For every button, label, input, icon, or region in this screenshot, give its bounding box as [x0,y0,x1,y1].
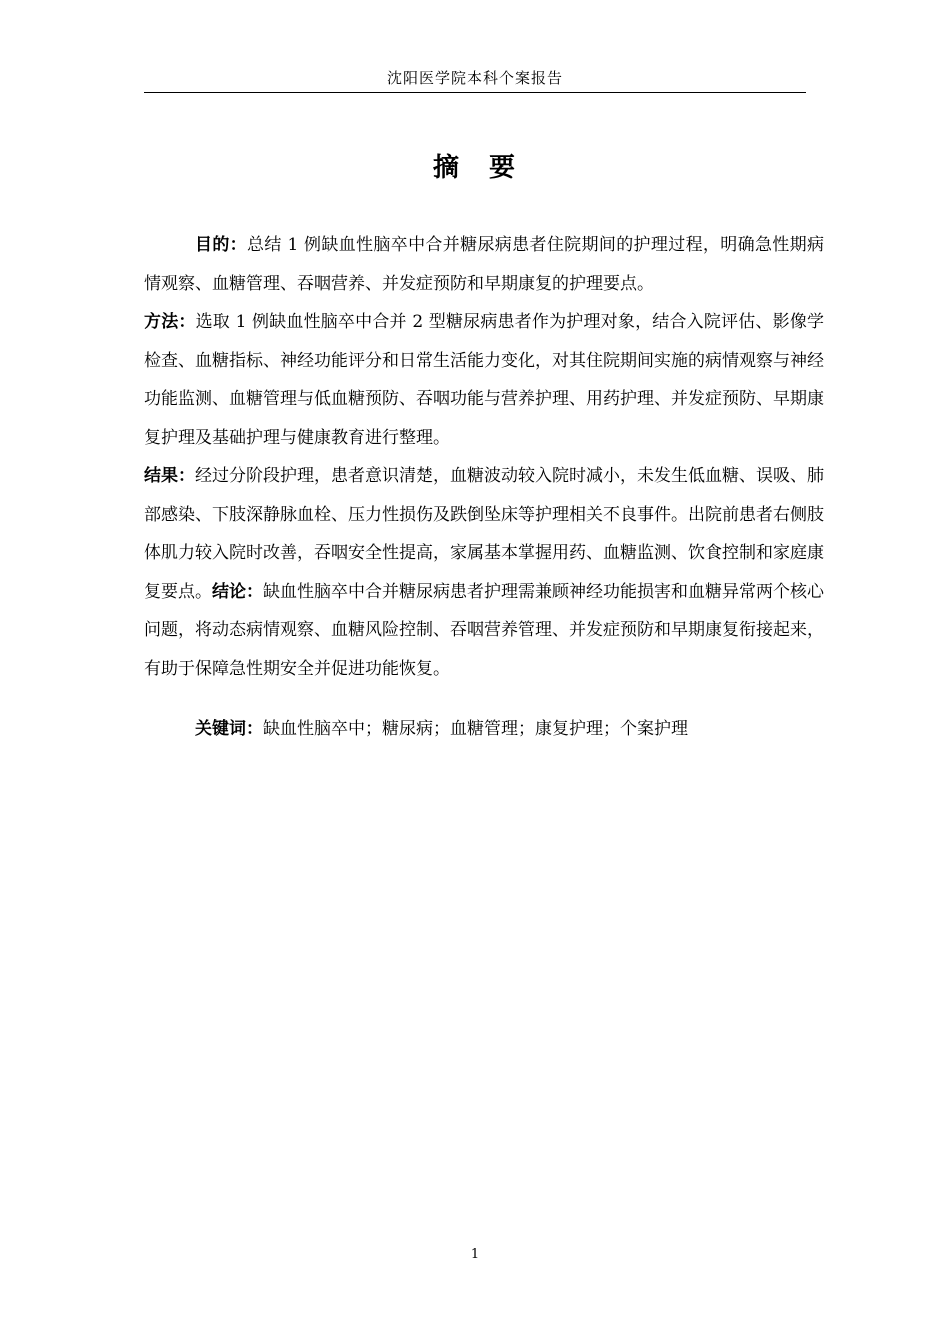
abstract-title [144,148,806,188]
method-label: 方法： [144,312,196,332]
title-part-2: 要 [489,153,518,183]
header-text: 沈阳医学院本科个案报告 [386,69,563,87]
conclusion-text: 缺血性脑卒中合并糖尿病患者护理需兼顾神经功能损害和血糖异常两个核心问题，将动态病情观察、血糖风险控制、吞咽营养管理、并发症预防和早期康复衔接起来，有助于保障急性期安全并促进功能恢复。 [144,581,824,679]
page-number: 1 [470,1247,480,1262]
purpose-paragraph [144,226,824,303]
method-paragraph [144,303,824,457]
result-conclusion-paragraph [144,457,824,688]
conclusion-label: 结论： [212,581,263,602]
keywords-line [144,710,806,748]
keywords-label: 关键词： [195,719,263,739]
result-label: 结果： [144,466,195,486]
abstract-body [144,226,824,688]
title-part-1: 摘 [432,153,461,183]
keywords-text: 缺血性脑卒中；糖尿病；血糖管理；康复护理；个案护理 [263,719,688,739]
result-text: 经过分阶段护理，患者意识清楚，血糖波动较入院时减小，未发生低血糖、误吸、肺部感染、下肢深静脉血栓、压力性损伤及跌倒坠床等护理相关不良事件。出院前患者右侧肢体肌力较入院时改善，吞咽安全性提高，家属基本掌握用药、血糖监测、饮食控制和家庭康复要点。 [144,466,824,602]
method-text: 选取 1 例缺血性脑卒中合并 2 型糖尿病患者作为护理对象，结合入院评估、影像学检查、血糖指标、神经功能评分和日常生活能力变化，对其住院期间实施的病情观察与神经功能监测、血糖管理与低血糖预防、吞咽功能与营养护理、用药护理、并发症预防、早期康复护理及基础护理与健康教育进行整理。 [144,312,825,448]
purpose-label: 目的： [195,235,248,255]
page-header [144,68,806,93]
purpose-text: 总结 1 例缺血性脑卒中合并糖尿病患者住院期间的护理过程，明确急性期病情观察、血糖管理、吞咽营养、并发症预防和早期康复的护理要点。 [144,235,824,294]
